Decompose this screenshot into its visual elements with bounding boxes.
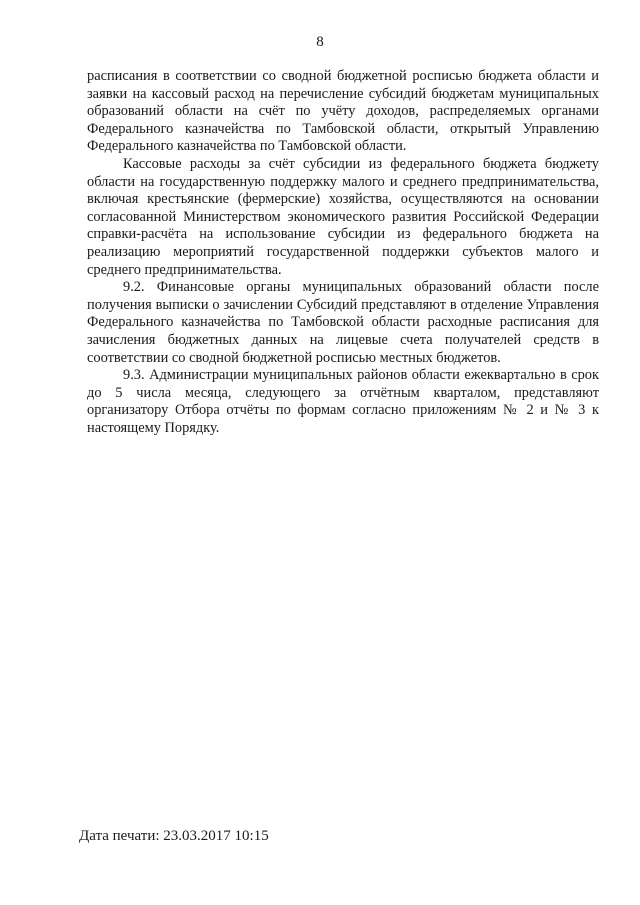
page-number: 8: [316, 34, 324, 50]
paragraph-2: Кассовые расходы за счёт субсидии из федерального бюджета бюджету области на государственную поддержку малого и среднего предпринимательства, включая крестьянские (фермерские) хозяйства, осуществляются на основании согласованной Министерством экономического развития Российской Федерации справки-расчёта на использование субсидии из федерального бюджета на реализацию мероприятий государственной поддержки субъектов малого и среднего предпринимательства.: [87, 155, 599, 278]
paragraph-1: расписания в соответствии со сводной бюджетной росписью бюджета области и заявки на кассовый расход на перечисление субсидий бюджетам муниципальных образований области на счёт по учёту доходов, распределяемых органами Федерального казначейства по Тамбовской области, открытый Управлению Федерального казначейства по Тамбовской области.: [87, 68, 599, 155]
print-date: Дата печати: 23.03.2017 10:15: [79, 828, 269, 844]
paragraph-4: 9.3. Администрации муниципальных районов области ежеквартально в срок до 5 числа месяца, следующего за отчётным кварталом, представляют организатору Отбора отчёты по формам согласно приложениям № 2 и № 3 к настоящему Порядку.: [87, 367, 599, 436]
paragraph-3: 9.2. Финансовые органы муниципальных образований области после получения выписки о зачислении Субсидий представляют в отделение Управления Федерального казначейства по Тамбовской области расходные расписания для зачисления бюджетных данных на лицевые счета получателей средств в соответствии со сводной бюджетной росписью местных бюджетов.: [87, 279, 599, 366]
document-body: [87, 68, 599, 437]
